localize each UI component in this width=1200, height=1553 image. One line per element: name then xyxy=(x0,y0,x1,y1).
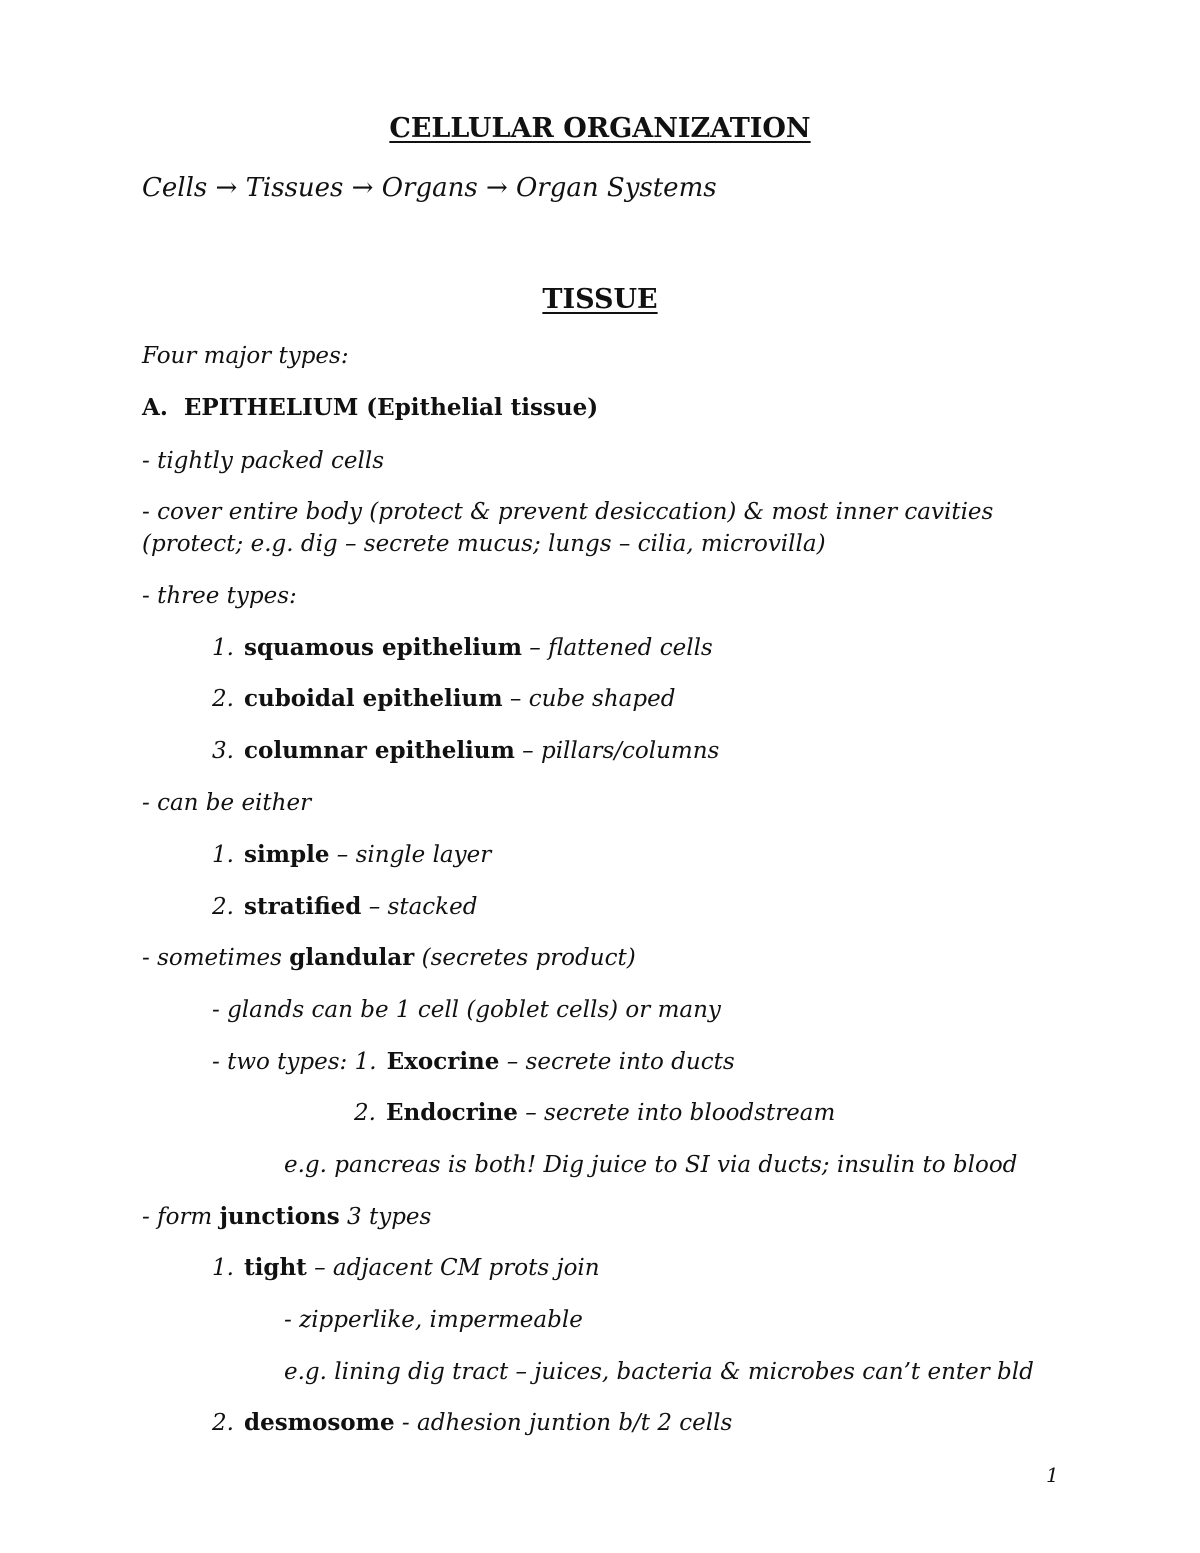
bullet-glands: - glands can be 1 cell (goblet cells) or many xyxy=(212,997,721,1023)
section-title: TISSUE xyxy=(542,284,658,315)
item-term: desmosome xyxy=(244,1409,395,1436)
list-item xyxy=(212,1253,600,1283)
bullet-junctions xyxy=(142,1202,431,1232)
glandular-prefix: - sometimes xyxy=(142,945,290,971)
two-types-prefix: - two types: xyxy=(212,1049,355,1075)
item-number: 1. xyxy=(212,842,234,868)
item-number: 2. xyxy=(354,1100,376,1126)
junctions-suffix: 3 types xyxy=(339,1204,432,1230)
list-item xyxy=(212,736,719,766)
bullet-glandular xyxy=(142,943,636,973)
item-number: 1. xyxy=(212,635,234,661)
item-desc: – adjacent CM prots join xyxy=(306,1255,600,1281)
heading-epithelium xyxy=(142,393,598,423)
bullet-cover-line2: (protect; e.g. dig – secrete mucus; lungs – cilia, microvilla) xyxy=(142,531,826,557)
glandular-suffix: (secretes product) xyxy=(414,945,636,971)
list-item xyxy=(212,892,477,922)
item-term: simple xyxy=(244,841,330,868)
item-desc: – flattened cells xyxy=(521,635,713,661)
item-term: Endocrine xyxy=(386,1099,518,1126)
item-number: 2. xyxy=(212,686,234,712)
list-item xyxy=(212,840,491,870)
item-desc: - adhesion juntion b/t 2 cells xyxy=(394,1410,733,1436)
item-number: 2. xyxy=(212,1410,234,1436)
list-item xyxy=(354,1098,835,1128)
junctions-term: junctions xyxy=(219,1203,340,1230)
bullet-packed: - tightly packed cells xyxy=(142,448,385,474)
item-term: squamous epithelium xyxy=(244,634,522,661)
item-desc: – single layer xyxy=(329,842,492,868)
heading-label: A. xyxy=(142,394,168,421)
item-desc: – pillars/columns xyxy=(514,738,720,764)
item-term: stratified xyxy=(244,893,362,920)
item-term: Exocrine xyxy=(386,1048,500,1075)
item-number: 3. xyxy=(212,738,234,764)
bullet-three-types: - three types: xyxy=(142,583,297,609)
list-item xyxy=(212,633,713,663)
example-pancreas: e.g. pancreas is both! Dig juice to SI via ducts; insulin to blood xyxy=(284,1152,1018,1178)
document-title: CELLULAR ORGANIZATION xyxy=(389,113,811,144)
item-term: columnar epithelium xyxy=(244,737,515,764)
item-desc: – secrete into bloodstream xyxy=(517,1100,836,1126)
bullet-can-be: - can be either xyxy=(142,790,312,816)
item-term: cuboidal epithelium xyxy=(244,685,503,712)
example-lining: e.g. lining dig tract – juices, bacteria & microbes can’t enter bld xyxy=(284,1359,1034,1385)
list-item xyxy=(212,1408,732,1438)
heading-text: EPITHELIUM (Epithelial tissue) xyxy=(183,394,599,421)
item-number: 1. xyxy=(354,1049,377,1075)
item-number: 2. xyxy=(212,894,234,920)
item-number: 1. xyxy=(212,1255,234,1281)
item-term: tight xyxy=(244,1254,307,1281)
bullet-zipper: - zipperlike, impermeable xyxy=(284,1307,583,1333)
item-desc: – stacked xyxy=(361,894,478,920)
item-desc: – secrete into ducts xyxy=(499,1049,735,1075)
item-desc: – cube shaped xyxy=(502,686,676,712)
intro-text: Four major types: xyxy=(142,343,349,369)
junctions-prefix: - form xyxy=(142,1204,220,1230)
page-number: 1 xyxy=(1046,1463,1059,1487)
bullet-cover-line1: - cover entire body (protect & prevent desiccation) & most inner cavities xyxy=(142,499,994,525)
bullet-two-types xyxy=(212,1047,735,1077)
hierarchy-line: Cells → Tissues → Organs → Organ Systems xyxy=(142,173,717,203)
list-item xyxy=(212,684,675,714)
glandular-term: glandular xyxy=(289,944,415,971)
